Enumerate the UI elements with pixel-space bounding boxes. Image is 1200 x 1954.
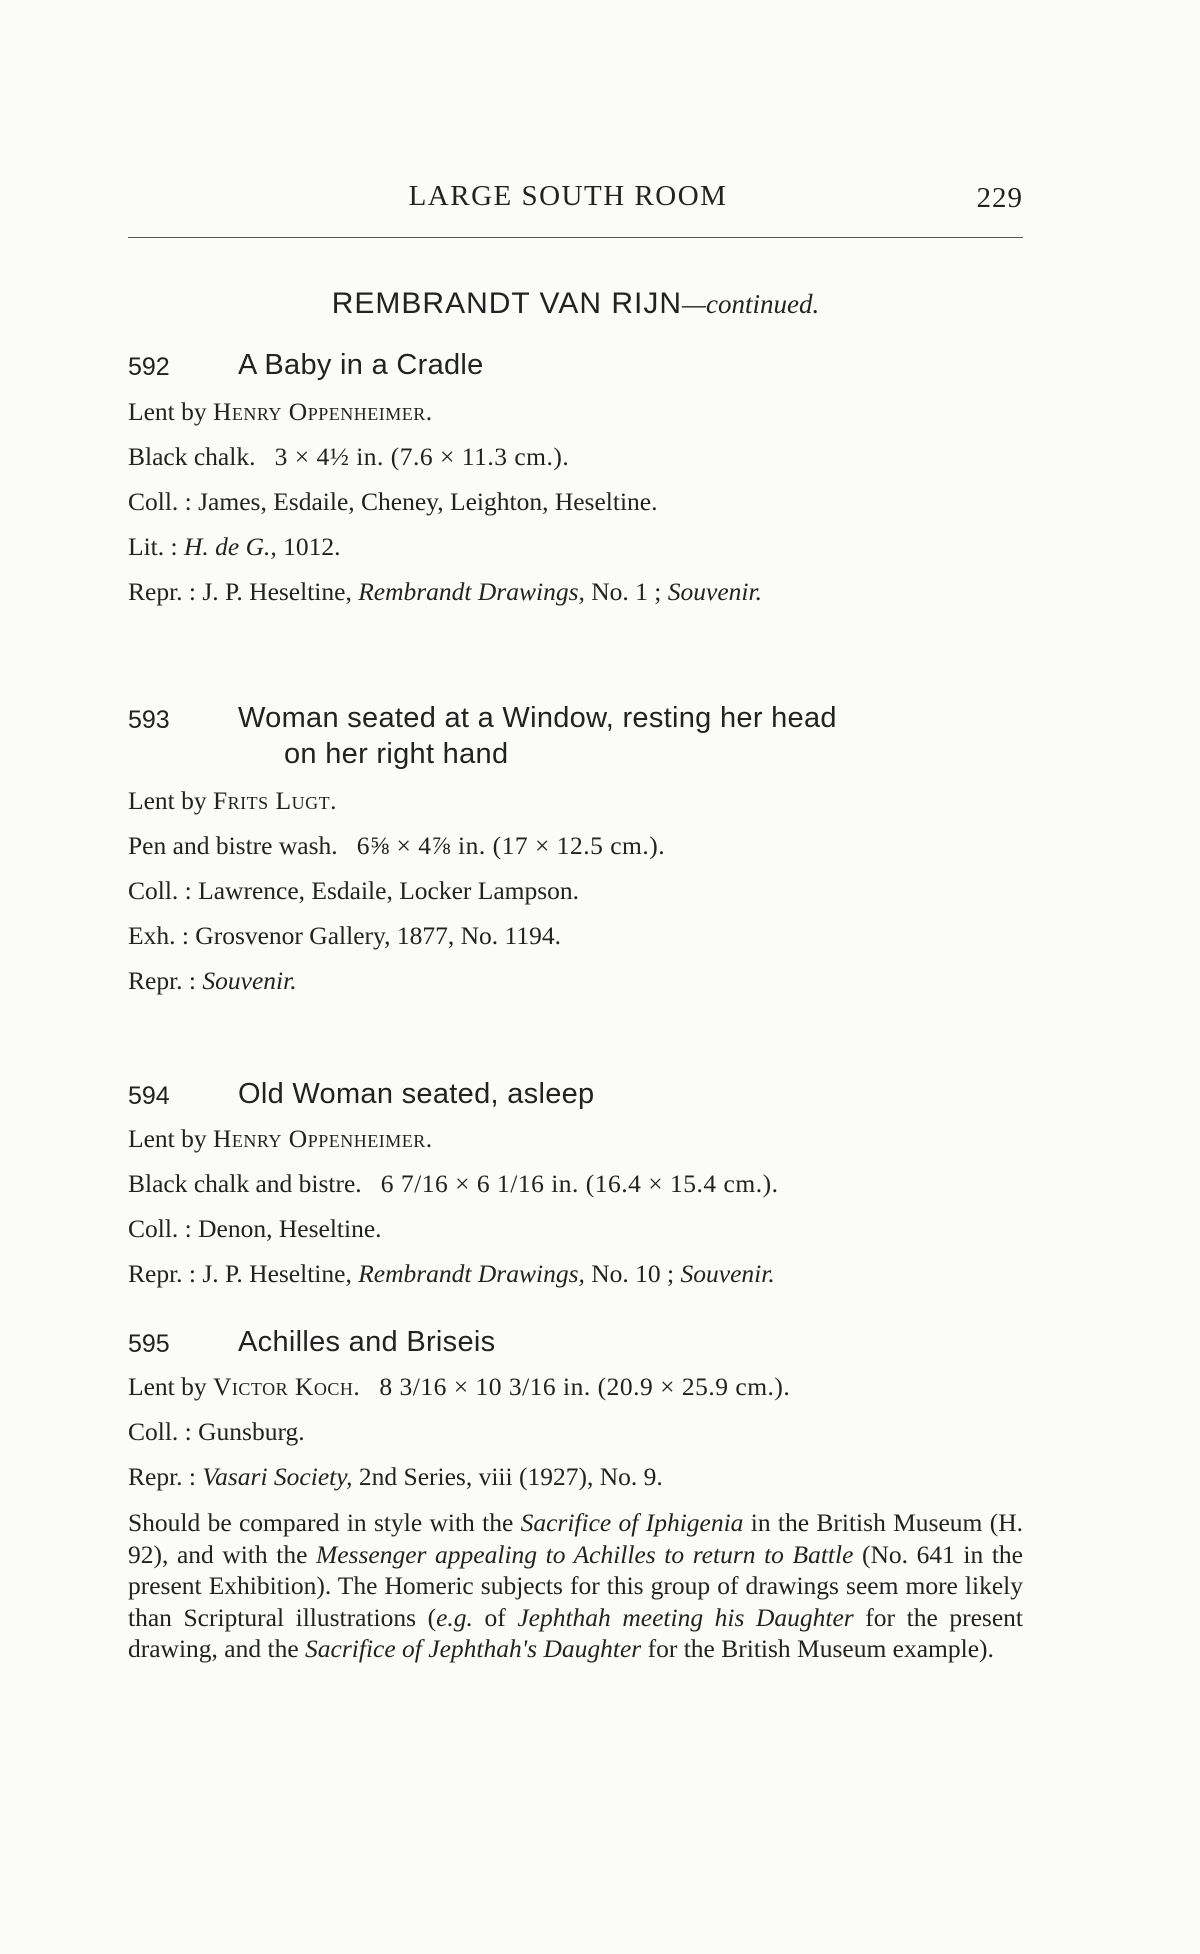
section-title: LARGE SOUTH ROOM [408,180,728,212]
page-number: 229 [976,182,1023,214]
entry-heading [128,1076,1023,1116]
reproduction-line [128,1454,1023,1499]
entry-title-line-1: Woman seated at a Window, resting her head [238,702,837,734]
note-text: (No. 641 in the present Exhibition). The Homeric subjects for this group of drawings seem more likely than Scriptural illustrations ( [128,1539,1023,1632]
dimensions: 8 3/16 × 10 3/16 in. (20.9 × 25.9 cm.). [379,1372,791,1401]
repr-work: Rembrandt Drawings, [358,1259,585,1288]
entry-number: 593 [128,706,170,734]
entry-note [128,1507,1023,1665]
repr-label: Repr. : [128,966,196,995]
entry-title-line-2: on her right hand [284,738,509,770]
lit-work: H. de G., [183,532,277,561]
collection-line: Coll. : Denon, Heseltine. [128,1214,382,1243]
entry-number: 595 [128,1330,170,1358]
literature-line [128,524,1023,569]
reproduction-line [128,1251,1023,1296]
lent-by-label: Lent by [128,397,207,426]
repr-label: Repr. : J. P. Heseltine, [128,1259,352,1288]
entry-title [238,700,1023,772]
note-abbreviation: e.g. [436,1602,473,1632]
note-text: of [472,1602,518,1632]
repr-label: Repr. : [128,1462,196,1491]
repr-souvenir: Souvenir. [202,966,297,995]
lender-line [128,778,1023,823]
artist-heading [128,287,1023,321]
note-title-ref: Sacrifice of Iphigenia [520,1508,744,1537]
header-rule [128,237,1023,238]
entry-title: A Baby in a Cradle [238,349,484,381]
repr-label: Repr. : J. P. Heseltine, [128,577,352,606]
continued-label: —continued. [682,289,820,319]
repr-work: Vasari Society, [202,1462,353,1491]
entry-heading [128,347,1023,387]
lender-name: Henry Oppenheimer. [212,1124,433,1153]
catalogue-entry-593 [128,700,1023,1003]
lit-label: Lit. : [128,532,178,561]
entry-heading [128,700,1023,776]
dimensions: 3 × 4½ in. (7.6 × 11.3 cm.). [274,442,570,471]
collection-line: Coll. : James, Esdaile, Cheney, Leighton, Heseltine. [128,487,658,516]
lender-line [128,1116,1023,1161]
note-text: in the British Museum (H. 92), and with the [128,1508,1023,1569]
dimensions: 6⅝ × 4⅞ in. (17 × 12.5 cm.). [356,831,666,860]
dimensions: 6 7/16 × 6 1/16 in. (16.4 × 15.4 cm.). [380,1169,779,1198]
note-text: for the present drawing, and the [128,1602,1023,1663]
reproduction-line [128,958,1023,1003]
catalogue-entry-592 [128,347,1023,614]
catalogue-entry-594 [128,1076,1023,1296]
entry-heading [128,1324,1023,1364]
note-title-ref: Messenger appealing to Achilles to return to Battle [316,1539,854,1569]
repr-souvenir: Souvenir. [680,1259,775,1288]
repr-work: Rembrandt Drawings, [358,577,585,606]
repr-ref: No. 10 ; [591,1259,675,1288]
lit-ref: 1012. [283,532,341,561]
entry-number: 594 [128,1082,170,1110]
reproduction-line [128,569,1023,614]
lent-by-label: Lent by [128,786,207,815]
collection-line: Coll. : Lawrence, Esdaile, Locker Lampson. [128,876,580,905]
lent-by-label: Lent by [128,1124,207,1153]
note-title-ref: Sacrifice of Jephthah's Daughter [305,1634,642,1663]
medium-line [128,823,1023,868]
repr-souvenir: Souvenir. [667,577,762,606]
lent-by-label: Lent by [128,1372,207,1401]
note-text: Should be compared in style with the [128,1508,521,1537]
entry-title: Old Woman seated, asleep [238,1078,595,1110]
medium-line [128,1161,1023,1206]
medium: Black chalk and bistre. [128,1169,362,1198]
exhibition-line: Exh. : Grosvenor Gallery, 1877, No. 1194. [128,921,561,950]
lender-line [128,389,1023,434]
medium-line [128,434,1023,479]
lender-line [128,1364,1023,1409]
lender-name: Henry Oppenheimer. [212,397,433,426]
running-head [128,180,1023,224]
repr-ref: No. 1 ; [591,577,662,606]
note-title-ref: Jephthah meeting his Daughter [517,1602,854,1632]
note-text: for the British Museum example). [641,1634,994,1663]
medium: Pen and bistre wash. [128,831,338,860]
entry-title: Achilles and Briseis [238,1326,496,1358]
repr-ref: 2nd Series, viii (1927), No. 9. [358,1462,663,1491]
lender-name: Victor Koch. [212,1372,361,1401]
catalogue-entry-595 [128,1324,1023,1665]
medium: Black chalk. [128,442,256,471]
artist-name: REMBRANDT VAN RIJN [331,287,683,320]
collection-line: Coll. : Gunsburg. [128,1417,305,1446]
entry-number: 592 [128,353,170,381]
lender-name: Frits Lugt. [212,786,337,815]
